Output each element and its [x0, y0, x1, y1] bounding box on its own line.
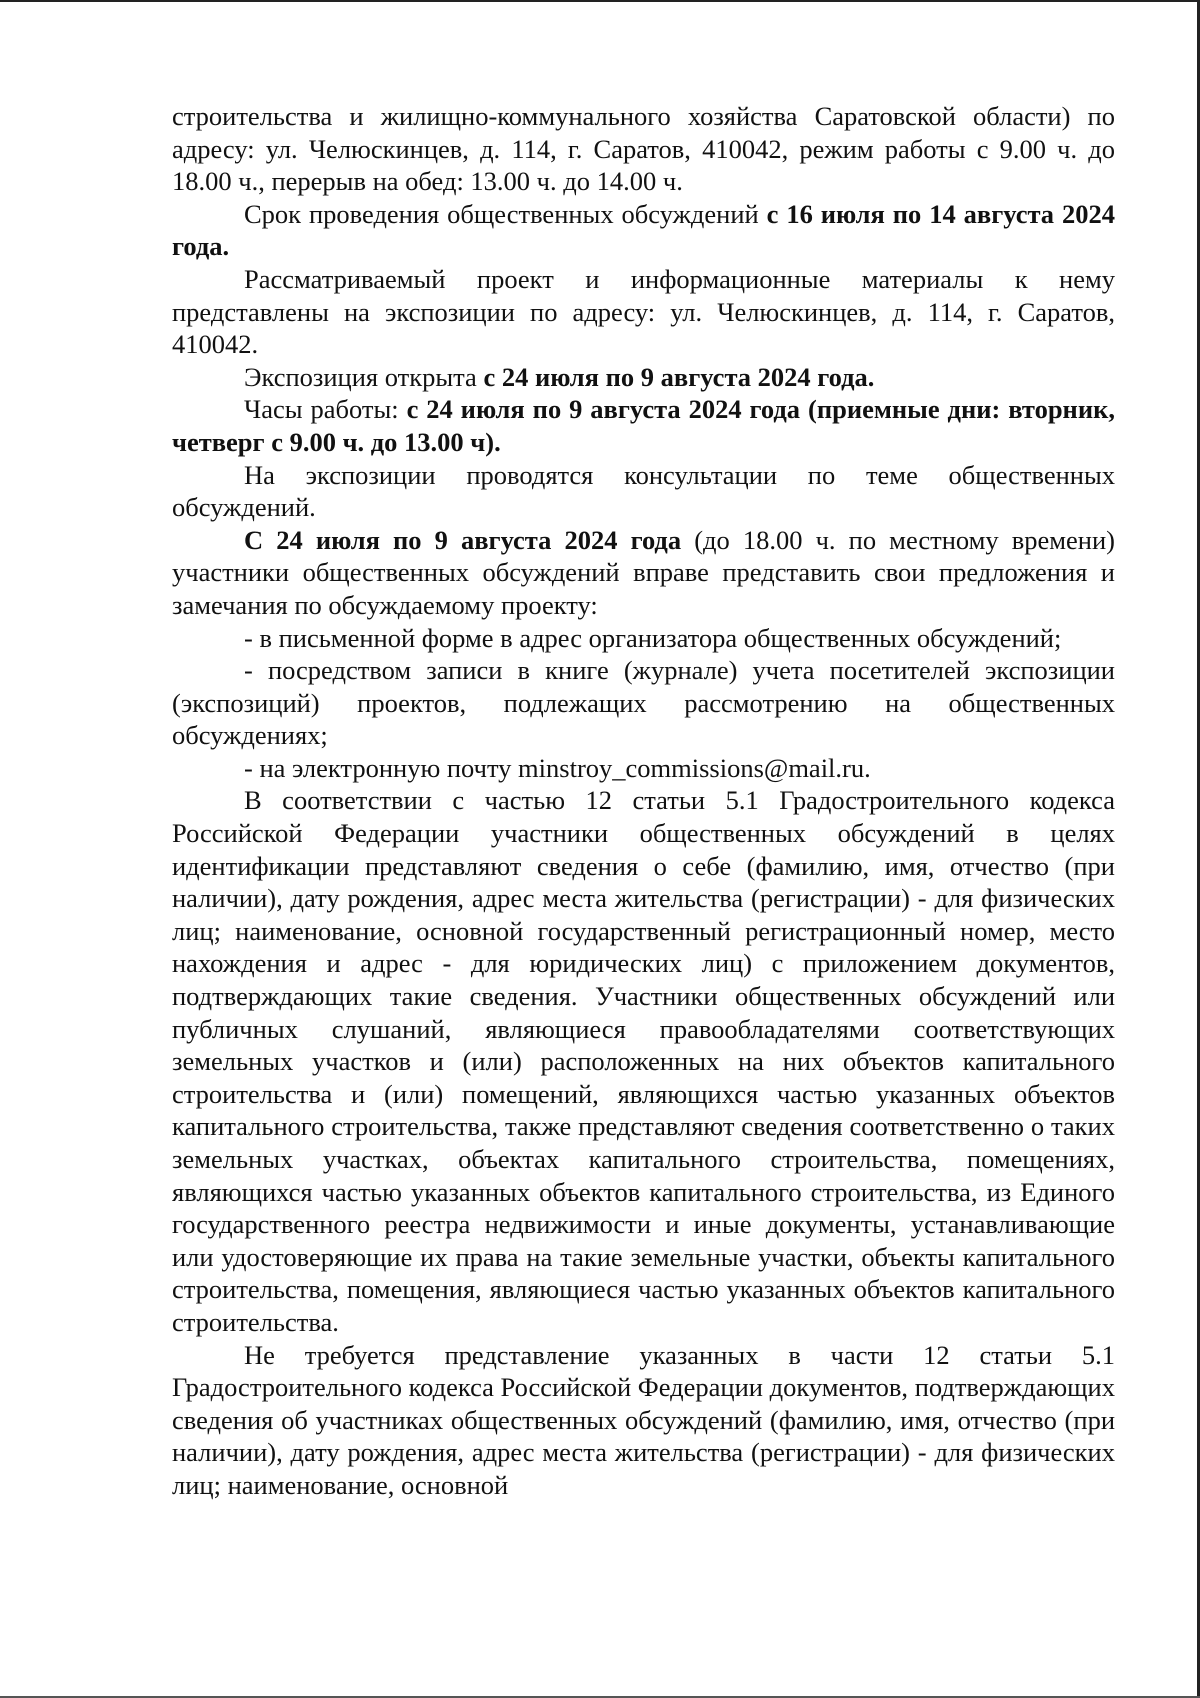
document-body	[172, 100, 1115, 1502]
document-paragraph	[172, 198, 1115, 263]
document-paragraph	[172, 459, 1115, 524]
document-paragraph	[172, 752, 1115, 785]
text-segment: - в письменной форме в адрес организатора общественных обсуждений;	[244, 622, 1062, 653]
text-segment: Часы работы:	[244, 394, 407, 425]
text-segment: Рассматриваемый проект и информационные материалы к нему представлены на экспозиции по адресу: ул. Челюскинцев, д. 114, г. Саратов, 410042.	[172, 263, 1115, 360]
text-segment: (до 18.00 ч. по местному времени) участники общественных обсуждений вправе представить свои предложения и замечания по обсуждаемому проекту:	[172, 524, 1115, 620]
text-segment: На экспозиции проводятся консультации по теме общественных обсуждений.	[172, 459, 1115, 523]
document-paragraph	[172, 263, 1115, 361]
bold-text-segment: с 24 июля по 9 августа 2024 года.	[483, 361, 875, 392]
document-paragraph	[172, 1339, 1115, 1502]
text-segment: строительства и жилищно-коммунального хозяйства Саратовской области) по адресу: ул. Челюскинцев, д. 114, г. Саратов, 410042, режим работы с 9.00 ч. до 18.00 ч., перерыв на обед: 13.00 ч. до 14.00 ч.	[172, 101, 1115, 197]
document-paragraph	[172, 622, 1115, 655]
text-segment: Экспозиция открыта	[244, 361, 484, 392]
document-paragraph	[172, 784, 1115, 1338]
text-segment: - на электронную почту minstroy_commissions@mail.ru.	[244, 752, 871, 783]
document-paragraph	[172, 524, 1115, 622]
text-segment: - посредством записи в книге (журнале) учета посетителей экспозиции (экспозиций) проектов, подлежащих рассмотрению на общественных обсуждениях;	[172, 655, 1115, 751]
text-segment: Не требуется представление указанных в части 12 статьи 5.1 Градостроительного кодекса Российской Федерации документов, подтверждающих сведения об участниках общественных обсуждений (фамилию, имя, отчество (при наличии), дату рождения, адрес места жительства (регистрации) - для физических лиц; наименование, основной	[172, 1339, 1115, 1500]
bold-text-segment: С 24 июля по 9 августа 2024 года	[244, 524, 682, 555]
document-paragraph	[172, 361, 1115, 394]
document-paragraph	[172, 100, 1115, 198]
bold-text-segment: с 24 июля по 9 августа 2024 года (приемные дни: вторник, четверг с 9.00 ч. до 13.00 ч).	[172, 394, 1115, 457]
bold-text-segment: с 16 июля по 14 августа 2024 года.	[172, 198, 1115, 262]
text-segment: Срок проведения общественных обсуждений	[244, 198, 767, 229]
document-paragraph	[172, 393, 1115, 458]
scan-edge-top	[0, 0, 1200, 2]
text-segment: В соответствии с частью 12 статьи 5.1 Градостроительного кодекса Российской Федерации участники общественных обсуждений в целях идентификации представляют сведения о себе (фамилию, имя, отчество (при наличии), дату рождения, адрес места жительства (регистрации) - для физических лиц; наименование, основной государственный регистрационный номер, место нахождения и адрес - для юридических лиц) с приложением документов, подтверждающих такие сведения. Участники общественных обсуждений или публичных слушаний, являющиеся правообладателями соответствующих земельных участков и (или) расположенных на них объектов капитального строительства и (или) помещений, являющихся частью указанных объектов капитального строительства, также представляют сведения соответственно о таких земельных участках, объектах капитального строительства, помещениях, являющихся частью указанных объектов капитального строительства, из Единого государственного реестра недвижимости и иные документы, устанавливающие или удостоверяющие их права на такие земельные участки, объекты капитального строительства, помещения, являющиеся частью указанных объектов капитального строительства.	[172, 785, 1115, 1337]
document-paragraph	[172, 654, 1115, 752]
